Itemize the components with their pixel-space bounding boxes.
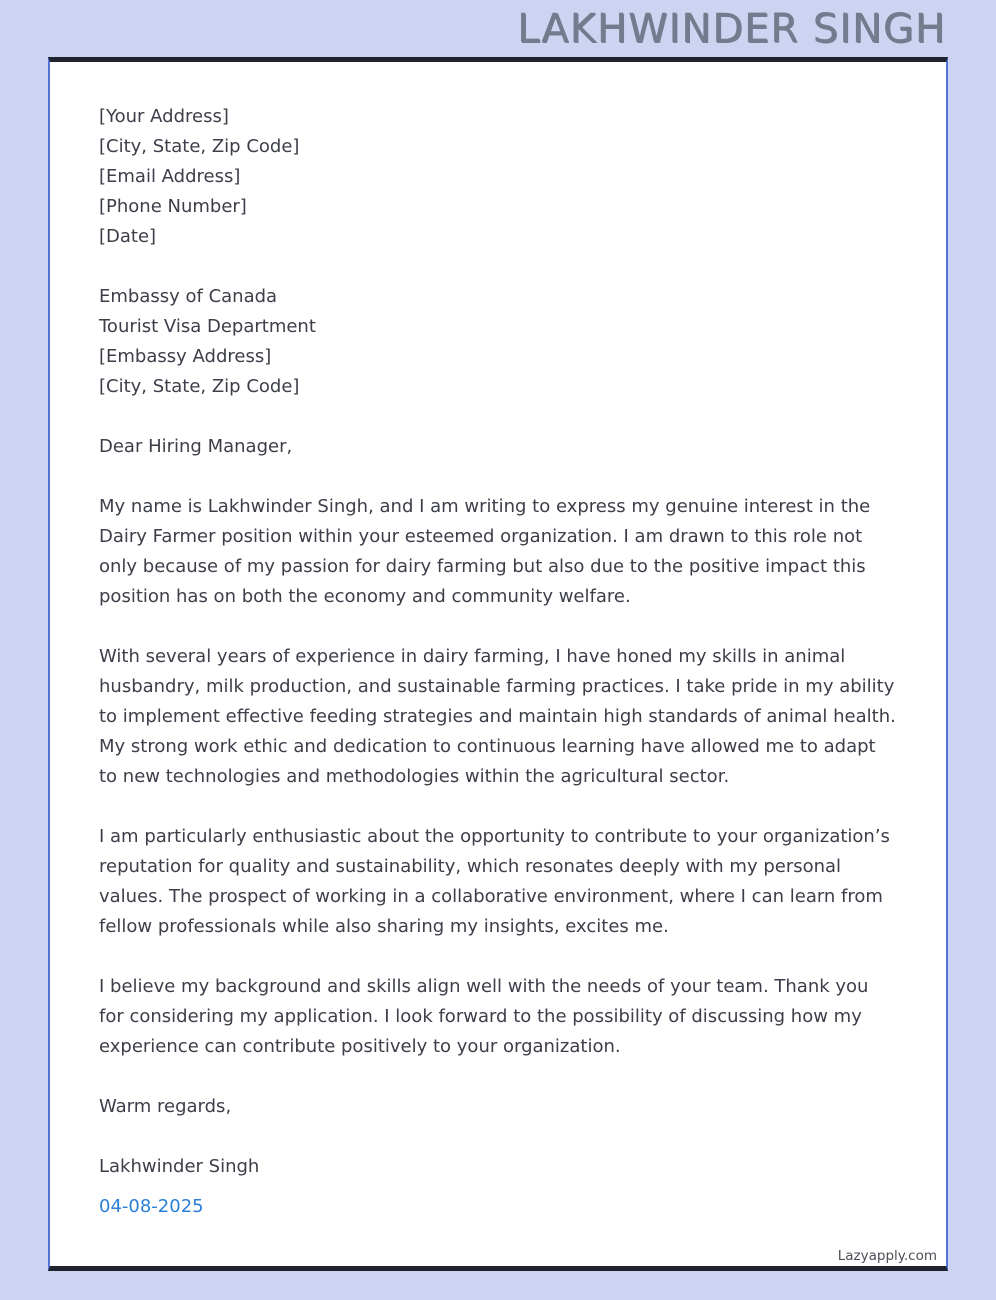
watermark-lazyapply: Lazyapply.com — [837, 1248, 937, 1264]
sender-address-line: [City, State, Zip Code] — [99, 136, 300, 157]
body-paragraph: I am particularly enthusiastic about the opportunity to contribute to your organization’s reputation for quality and sustainability, which resonates deeply with my personal values. The prospect of working in a collaborative environment, where I can learn from fellow professionals while also sharing my insights, excites me. — [99, 826, 890, 937]
letter-document — [48, 57, 948, 1271]
recipient-address-line: [Embassy Address] — [99, 346, 272, 367]
recipient-address-line: [City, State, Zip Code] — [99, 376, 300, 397]
closing: Warm regards, — [99, 1096, 232, 1117]
recipient-address-block — [99, 282, 896, 402]
recipient-address-line: Tourist Visa Department — [99, 316, 316, 337]
page-title: LAKHWINDER SINGH — [517, 6, 946, 52]
signature-name: Lakhwinder Singh — [99, 1156, 260, 1177]
letter-content — [50, 62, 946, 1222]
sender-address-line: [Your Address] — [99, 106, 229, 127]
body-paragraph: I believe my background and skills align well with the needs of your team. Thank you for considering my application. I look forward to the possibility of discussing how my experience can contribute positively to your organization. — [99, 976, 869, 1057]
letter-date: 04-08-2025 — [99, 1196, 204, 1217]
body-paragraph: With several years of experience in dairy farming, I have honed my skills in animal husbandry, milk production, and sustainable farming practices. I take pride in my ability to implement effective feeding strategies and maintain high standards of animal health. My strong work ethic and dedication to continuous learning have allowed me to adapt to new technologies and methodologies within the agricultural sector. — [99, 646, 896, 787]
sender-address-line: [Date] — [99, 226, 157, 247]
sender-address-line: [Email Address] — [99, 166, 241, 187]
salutation: Dear Hiring Manager, — [99, 436, 293, 457]
recipient-address-line: Embassy of Canada — [99, 286, 278, 307]
sender-address-line: [Phone Number] — [99, 196, 247, 217]
body-paragraph: My name is Lakhwinder Singh, and I am writing to express my genuine interest in the Dairy Farmer position within your esteemed organization. I am drawn to this role not only because of my passion for dairy farming but also due to the positive impact this position has on both the economy and community welfare. — [99, 496, 871, 607]
sender-address-block — [99, 102, 896, 252]
